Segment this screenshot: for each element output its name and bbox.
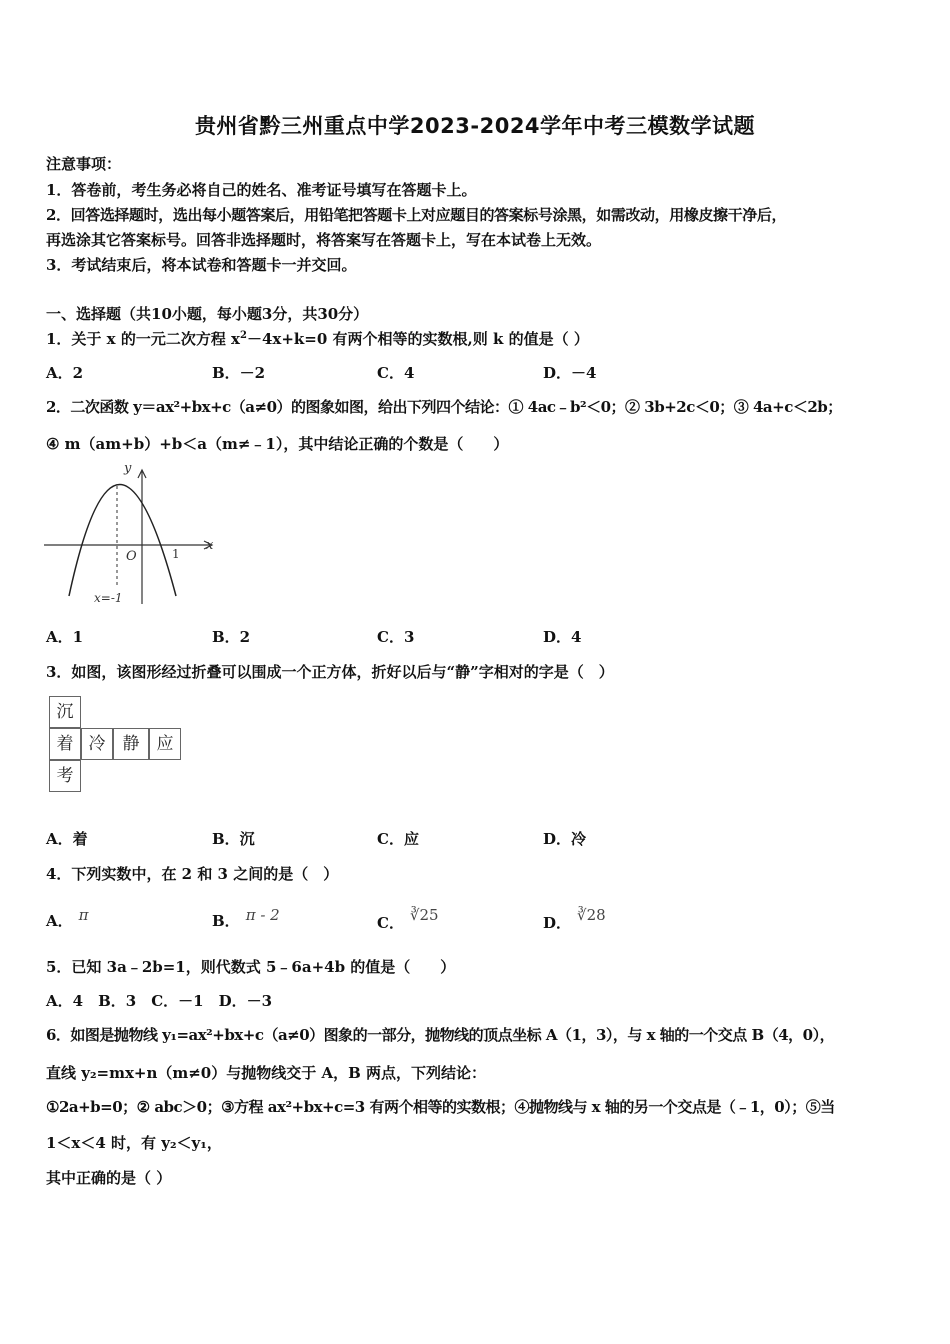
- net-cell-chen: 沉: [49, 696, 81, 728]
- question-6-line-3: ①2a+b=0；② abc＞0；③方程 ax²+bx+c=3 有两个相等的实数根；④抛物线与 x 轴的另一个交点是（﹣1，0）；⑤当: [46, 1098, 835, 1116]
- q2-option-d[interactable]: D．4: [543, 628, 582, 646]
- notice-item-2-cont: 再选涂其它答案标号。回答非选择题时，将答案写在答题卡上，写在本试卷上无效。: [46, 231, 602, 249]
- q3-option-d[interactable]: D．冷: [543, 830, 587, 848]
- q4-option-a[interactable]: [46, 906, 89, 931]
- q1-option-b[interactable]: B．－2: [212, 364, 266, 382]
- q1-stem-part-b: －4x+k=0 有两个相等的实数根,则 k 的值是（ ）: [246, 330, 589, 348]
- question-6-line-5: 其中正确的是（ ）: [46, 1169, 172, 1187]
- notice-item-1: 1．答卷前，考生务必将自己的姓名、准考证号填写在答题卡上。: [46, 181, 477, 199]
- x-label: x: [206, 538, 214, 553]
- net-cell-ying: 应: [149, 728, 181, 760]
- axis-symmetry-label: x=-1: [94, 591, 123, 605]
- question-3-stem: 3．如图，该图形经过折叠可以围成一个正方体，折好以后与“静”字相对的字是（ ）: [46, 663, 614, 681]
- q4-option-b-value: π - 2: [245, 906, 280, 924]
- q1-option-d[interactable]: D．－4: [543, 364, 597, 382]
- origin-label: O: [126, 549, 137, 564]
- q2-option-a[interactable]: A．1: [46, 628, 84, 646]
- q4-option-c[interactable]: [377, 906, 439, 933]
- q2-parabola-graph: [42, 458, 222, 608]
- q1-stem-part-a: 1．关于 x 的一元二次方程 x: [46, 330, 240, 348]
- question-4-stem: 4．下列实数中，在 2 和 3 之间的是（ ）: [46, 865, 339, 883]
- parabola-curve: [69, 485, 176, 597]
- q1-superscript: 2: [240, 330, 247, 341]
- notice-item-3: 3．考试结束后，将本试卷和答题卡一并交回。: [46, 256, 357, 274]
- net-cell-jing: 静: [113, 728, 149, 760]
- q1-option-c[interactable]: C．4: [377, 364, 415, 382]
- q4-option-b[interactable]: [212, 906, 280, 931]
- q4-option-b-label: B．: [212, 912, 240, 930]
- q5-options[interactable]: A．4 B．3 C．－1 D．－3: [46, 992, 273, 1010]
- question-2-line-1: 2．二次函数 y＝ax²+bx+c（a≠0）的图象如图，给出下列四个结论：① 4ac﹣b²＜0；② 3b+2c＜0；③ 4a+c＜2b；: [46, 398, 842, 416]
- q4-option-a-label: A．: [46, 912, 73, 930]
- q4-option-d[interactable]: [543, 906, 606, 933]
- question-6-line-2: 直线 y₂=mx+n（m≠0）与抛物线交于 A，B 两点，下列结论：: [46, 1064, 487, 1082]
- net-cell-zhe: 着: [49, 728, 81, 760]
- q2-option-b[interactable]: B．2: [212, 628, 251, 646]
- q2-option-c[interactable]: C．3: [377, 628, 415, 646]
- q4-option-d-value: ∛28: [577, 906, 606, 924]
- tick-1-label: 1: [172, 547, 180, 561]
- section-heading: 一、选择题（共10小题，每小题3分，共30分）: [46, 305, 369, 323]
- net-cell-leng: 冷: [81, 728, 113, 760]
- page-title: 贵州省黔三州重点中学2023-2024学年中考三模数学试题: [194, 114, 756, 138]
- q3-option-a[interactable]: A．着: [46, 830, 88, 848]
- y-label: y: [124, 461, 132, 476]
- question-1-stem: [46, 328, 589, 349]
- q4-option-c-label: C．: [377, 914, 404, 932]
- question-6-line-1: 6．如图是抛物线 y₁=ax²+bx+c（a≠0）图象的一部分，抛物线的顶点坐标 A（1，3），与 x 轴的一个交点 B（4，0），: [46, 1026, 835, 1044]
- q3-option-b[interactable]: B．沉: [212, 830, 255, 848]
- net-cell-kao: 考: [49, 760, 81, 792]
- q4-option-d-label: D．: [543, 914, 572, 932]
- question-2-line-2: ④ m（am+b）+b＜a（m≠﹣1），其中结论正确的个数是（ ）: [46, 435, 509, 453]
- q4-option-a-value: π: [78, 906, 89, 924]
- question-5-stem: 5．已知 3a﹣2b=1，则代数式 5﹣6a+4b 的值是（ ）: [46, 958, 456, 976]
- q1-option-a[interactable]: A．2: [46, 364, 84, 382]
- q4-option-c-value: ∛25: [409, 906, 439, 924]
- notice-item-2: 2．回答选择题时，选出每小题答案后，用铅笔把答题卡上对应题目的答案标号涂黑，如需改动，用橡皮擦干净后，: [46, 206, 787, 224]
- question-6-line-4: 1＜x＜4 时，有 y₂＜y₁，: [46, 1134, 222, 1152]
- notice-heading: 注意事项：: [46, 155, 122, 173]
- q3-option-c[interactable]: C．应: [377, 830, 419, 848]
